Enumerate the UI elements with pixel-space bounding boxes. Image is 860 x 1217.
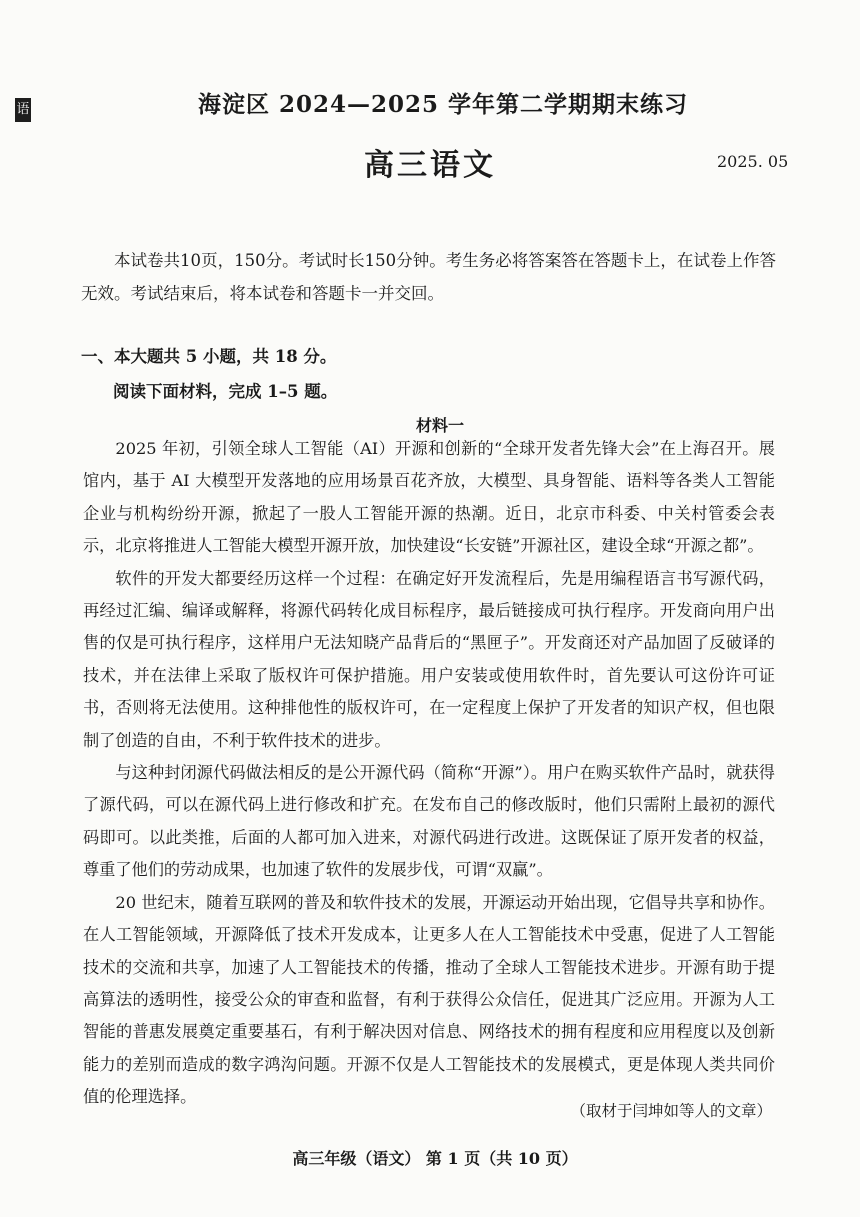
- exam-title: 海淀区 2024—2025 学年第二学期期末练习: [197, 91, 689, 118]
- exam-date: 2025. 05: [717, 152, 789, 171]
- subject-side-stamp: 语: [15, 98, 31, 122]
- material-paragraph: 2025 年初，引领全球人工智能（AI）开源和创新的“全球开发者先锋大会”在上海召开。展馆内，基于 AI 大模型开发落地的应用场景百花齐放，大模型、具身智能、语料等各类人工智能企业与机构纷纷开源，掀起了一股人工智能开源的热潮。近日，北京市科委、中关村管委会表示，北京将推进人工智能大模型开源开放，加快建设“长安链”开源社区，建设全球“开源之都”。: [83, 439, 775, 556]
- subject-title: 高三语文: [364, 148, 496, 183]
- material-paragraph: 20 世纪末，随着互联网的普及和软件技术的发展，开源运动开始出现，它倡导共享和协作。在人工智能领域，开源降低了技术开发成本，让更多人在人工智能技术中受惠，促进了人工智能技术的交流和共享，加速了人工智能技术的传播，推动了全球人工智能技术进步。开源有助于提高算法的透明性，接受公众的审查和监督，有利于获得公众信任，促进其广泛应用。开源为人工智能的普惠发展奠定重要基石，有利于解决因对信息、网络技术的拥有程度和应用程度以及创新能力的差别而造成的数字鸿沟问题。开源不仅是人工智能技术的发展模式，更是体现人类共同价值的伦理选择。: [83, 892, 775, 1107]
- material-paragraph: 软件的开发大都要经历这样一个过程：在确定好开发流程后，先是用编程语言书写源代码，再经过汇编、编译或解释，将源代码转化成目标程序，最后链接成可执行程序。开发商向用户出售的仅是可执行程序，这样用户无法知晓产品背后的“黑匣子”。开发商还对产品加固了反破译的技术，并在法律上采取了版权许可保护措施。用户安装或使用软件时，首先要认可这份许可证书，否则将无法使用。这种排他性的版权许可，在一定程度上保护了开发者的知识产权，但也限制了创造的自由，不利于软件技术的进步。: [83, 568, 775, 750]
- notice-paragraph: 本试卷共10页，150分。考试时长150分钟。考生务必将答案答在答题卡上，在试卷上作答无效。考试结束后，将本试卷和答题卡一并交回。: [81, 251, 776, 303]
- exam-notice: [81, 244, 776, 310]
- page-footer: 高三年级（语文） 第 1 页（共 10 页）: [292, 1149, 578, 1168]
- material-source: （取材于闫坤如等人的文章）: [570, 1102, 772, 1120]
- material-paragraph: 与这种封闭源代码做法相反的是公开源代码（简称“开源”）。用户在购买软件产品时，就获得了源代码，可以在源代码上进行修改和扩充。在发布自己的修改版时，他们只需附上最初的源代码即可。以此类推，后面的人都可加入进来，对源代码进行改进。这既保证了原开发者的权益，尊重了他们的劳动成果，也加速了软件的发展步伐，可谓“双赢”。: [83, 763, 775, 880]
- reading-instruction: 阅读下面材料，完成 1–5 题。: [113, 382, 338, 401]
- section-heading: 一、本大题共 5 小题，共 18 分。: [81, 347, 337, 366]
- material-title: 材料一: [415, 416, 464, 435]
- material-body: [83, 433, 775, 1114]
